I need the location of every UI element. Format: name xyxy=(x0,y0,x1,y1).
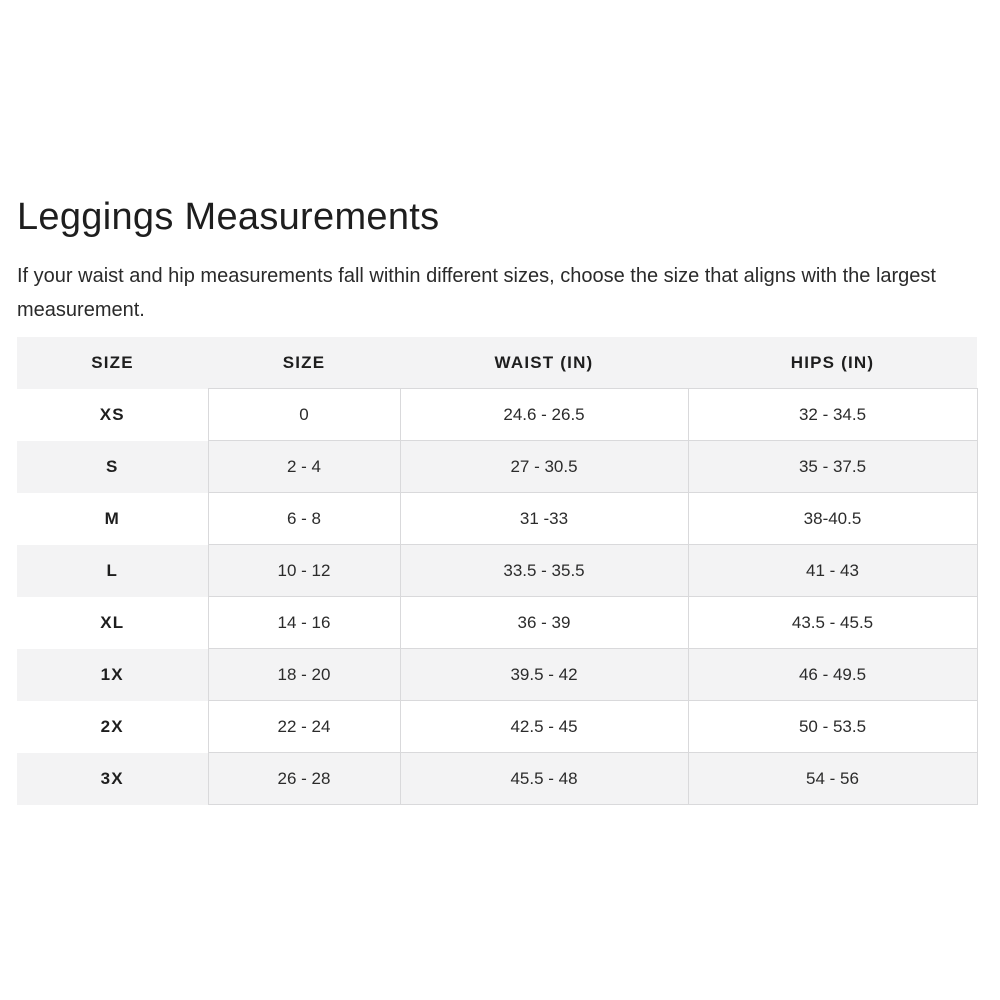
hips-cell: 43.5 - 45.5 xyxy=(688,597,977,649)
waist-cell: 45.5 - 48 xyxy=(400,753,688,805)
table-row xyxy=(17,597,977,649)
column-header-size-label: SIZE xyxy=(17,337,208,389)
table-body xyxy=(17,389,977,805)
table-row xyxy=(17,545,977,597)
size-label-cell: M xyxy=(17,493,208,545)
waist-cell: 27 - 30.5 xyxy=(400,441,688,493)
table-header xyxy=(17,337,977,389)
size-label-cell: S xyxy=(17,441,208,493)
intro-text: If your waist and hip measurements fall within different sizes, choose the size that aligns with the largest measurement. xyxy=(17,265,936,321)
column-header-waist: WAIST (IN) xyxy=(400,337,688,389)
table-row xyxy=(17,441,977,493)
size-number-cell: 26 - 28 xyxy=(208,753,400,805)
waist-cell: 33.5 - 35.5 xyxy=(400,545,688,597)
page-title: Leggings Measurements xyxy=(17,196,440,238)
size-label-cell: XS xyxy=(17,389,208,441)
size-label-cell: 1X xyxy=(17,649,208,701)
size-label-cell: 2X xyxy=(17,701,208,753)
header-row xyxy=(17,337,977,389)
table-row xyxy=(17,701,977,753)
waist-cell: 24.6 - 26.5 xyxy=(400,389,688,441)
hips-cell: 54 - 56 xyxy=(688,753,977,805)
waist-cell: 39.5 - 42 xyxy=(400,649,688,701)
size-number-cell: 18 - 20 xyxy=(208,649,400,701)
hips-cell: 32 - 34.5 xyxy=(688,389,977,441)
size-label-cell: L xyxy=(17,545,208,597)
size-chart-table xyxy=(17,337,978,805)
waist-cell: 36 - 39 xyxy=(400,597,688,649)
table-row xyxy=(17,753,977,805)
hips-cell: 46 - 49.5 xyxy=(688,649,977,701)
size-number-cell: 2 - 4 xyxy=(208,441,400,493)
hips-cell: 41 - 43 xyxy=(688,545,977,597)
hips-cell: 35 - 37.5 xyxy=(688,441,977,493)
table-row xyxy=(17,493,977,545)
table-row xyxy=(17,649,977,701)
size-number-cell: 10 - 12 xyxy=(208,545,400,597)
table-row xyxy=(17,389,977,441)
column-header-size-number: SIZE xyxy=(208,337,400,389)
column-header-hips: HIPS (IN) xyxy=(688,337,977,389)
size-label-cell: 3X xyxy=(17,753,208,805)
size-number-cell: 6 - 8 xyxy=(208,493,400,545)
size-number-cell: 22 - 24 xyxy=(208,701,400,753)
size-label-cell: XL xyxy=(17,597,208,649)
size-number-cell: 0 xyxy=(208,389,400,441)
hips-cell: 38-40.5 xyxy=(688,493,977,545)
size-number-cell: 14 - 16 xyxy=(208,597,400,649)
hips-cell: 50 - 53.5 xyxy=(688,701,977,753)
waist-cell: 42.5 - 45 xyxy=(400,701,688,753)
waist-cell: 31 -33 xyxy=(400,493,688,545)
